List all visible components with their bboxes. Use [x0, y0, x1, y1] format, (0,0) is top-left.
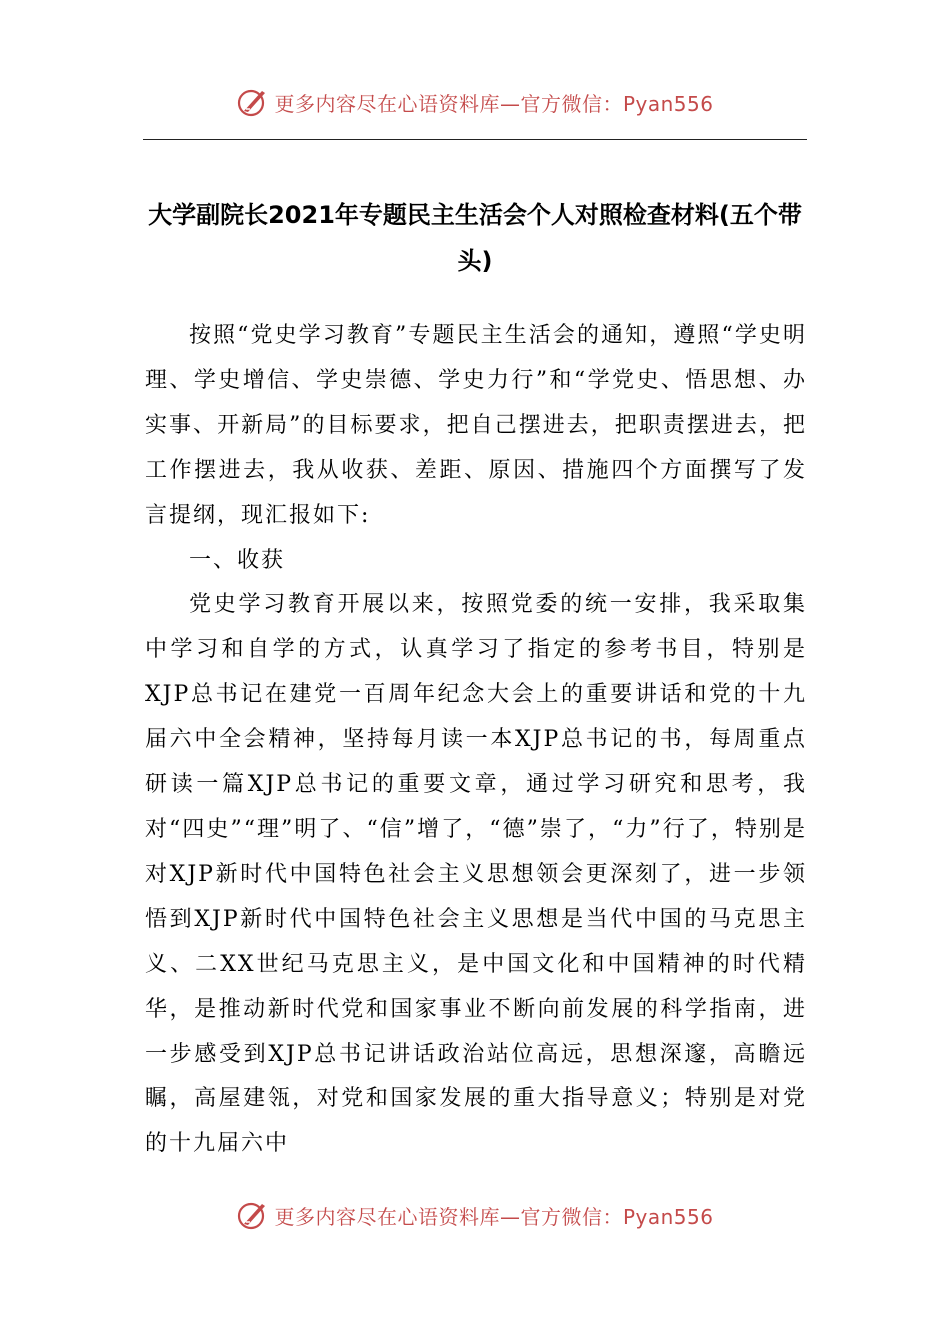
banner-wechat: —官方微信：Pyan556 — [499, 91, 714, 116]
section-heading: 一、收获 — [189, 547, 286, 573]
banner-site-name: 更多内容尽在心语资料库 — [274, 1204, 500, 1229]
intro-paragraph: 按照“党史学习教育”专题民主生活会的通知，遵照“学史明理、学史增信、学史崇德、学史力行”和“学党史、悟思想、办实事、开新局”的目标要求，把自己摆进去，把职责摆进去，把工作摆进去，我从收获、差距、原因、措施四个方面撰写了发言提纲，现汇报如下: — [145, 323, 807, 528]
header-banner — [0, 82, 950, 122]
header-divider — [143, 139, 807, 140]
banner-site-name: 更多内容尽在心语资料库 — [274, 91, 500, 116]
quill-logo-icon — [236, 1198, 270, 1232]
quill-logo-icon — [236, 85, 270, 119]
footer-banner — [0, 1195, 950, 1235]
section-paragraph: 党史学习教育开展以来，按照党委的统一安排，我采取集中学习和自学的方式，认真学习了指定的参考书目，特别是XJP总书记在建党一百周年纪念大会上的重要讲话和党的十九届六中全会精神，坚持每月读一本XJP总书记的书，每周重点研读一篇XJP总书记的重要文章，通过学习研究和思考，我对“四史”“理”明了、“信”增了，“德”崇了，“力”行了，特别是对XJP新时代中国特色社会主义思想领会更深刻了，进一步领悟到XJP新时代中国特色社会主义思想是当代中国的马克思主义、二XX世纪马克思主义，是中国文化和中国精神的时代精华，是推动新时代党和国家事业不断向前发展的科学指南，进一步感受到XJP总书记讲话政治站位高远，思想深邃，高瞻远瞩，高屋建瓴，对党和国家发展的重大指导意义；特别是对党的十九届六中 — [145, 592, 807, 1157]
document-title: 大学副院长2021年专题民主生活会个人对照检查材料(五个带头) — [148, 201, 802, 275]
banner-wechat: —官方微信：Pyan556 — [499, 1204, 714, 1229]
document-body — [145, 314, 807, 1167]
